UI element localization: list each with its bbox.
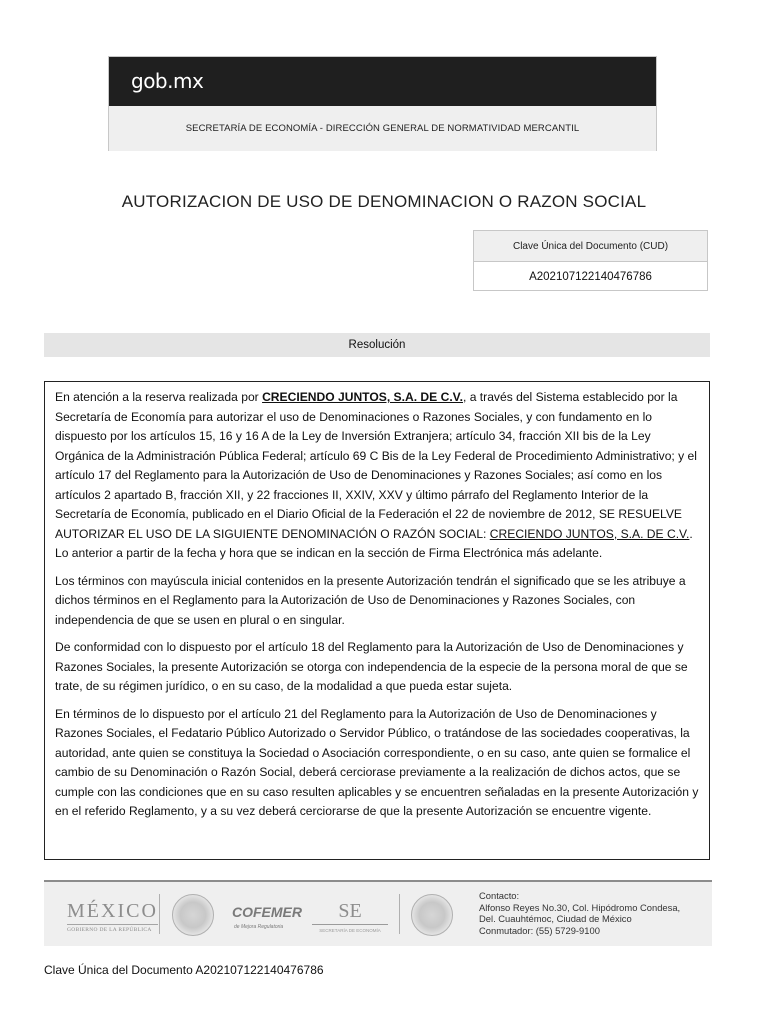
contact-city: Del. Cuauhtémoc, Ciudad de México [479,913,632,924]
se-subtitle: SECRETARÍA DE ECONOMÍA [319,928,381,933]
header [108,56,657,151]
coat-of-arms-icon [411,894,453,936]
contact-address: Alfonso Reyes No.30, Col. Hipódromo Condesa, [479,901,681,913]
p1-text-a: En atención a la reserva realizada por [55,390,263,404]
gobmx-logo: gob.mx [131,69,204,93]
header-bar [109,57,656,106]
contact-info [479,890,680,936]
cud-label: Clave Única del Documento (CUD) [474,231,707,262]
company-name: CRECIENDO JUNTOS, S.A. DE C.V. [262,390,463,404]
contact-title: Contacto: [479,890,520,901]
resolution-body [44,381,710,860]
p1-text-c: . Lo anterior a partir de la fecha y hora que se indican en la sección de Firma Electrónica más adelante. [55,526,693,560]
footer-divider [159,894,160,934]
paragraph-1 [55,388,699,564]
paragraph-4: En términos de lo dispuesto por el artículo 21 del Reglamento para la Autorización de Uso de Denominaciones y Razones Sociales, el Fedatario Público Autorizado o Servidor Público, o tratándose de las sociedades cooperativas, la autoridad, ante quien se constituya la Sociedad o Asociación correspondiente, o en su caso, ante quien se formalice el cambio de su Denominación o Razón Social, deberá cerciorase previamente a la realización de dichos actos, que se cumple con las condiciones que en su caso resulten aplicables y se encuentren señaladas en la presente Autorización y en el referido Reglamento, y a su vez deberá cerciorarse de que la presente Autorización se encuentre vigente. [55,706,699,818]
p1-text-b: , a través del Sistema establecido por la Secretaría de Economía para autorizar el uso de Denominaciones o Razones Sociales, y con fundamento en lo dispuesto por los artículos 15, 16 y 16 A de la Ley de Inversión Extranjera; artículo 34, fracción XII bis de la Ley Orgánica de la Administración Pública Federal; artículo 69 C Bis de la Ley Federal de Procedimiento Administrativo; y el artículo 17 del Reglamento para la Autorización de Uso de Denominaciones y Razones Sociales; así como en los artículos 2 apartado B, fracción XII, y 22 fracciones II, XXIV, XXV y último párrafo del Reglamento Interior de la Secretaría de Economía, publicado en el Diario Oficial de la Federación el 22 de noviembre de 2012, SE RESUELVE AUTORIZAR EL USO DE LA SIGUIENTE DENOMINACIÓN O RAZÓN SOCIAL: [55,390,697,541]
footer [44,880,712,946]
se-logo: SE [338,900,362,922]
coat-of-arms-icon [172,894,214,936]
cud-value: A202107122140476786 [529,271,652,283]
se-underline [312,924,388,925]
footer-divider [399,894,400,934]
cud-box [473,230,708,291]
cofemer-subtitle: de Mejora Regulatoria [234,924,284,930]
cofemer-logo: COFEMER [232,904,302,920]
document-title: AUTORIZACION DE USO DE DENOMINACION O RAZON SOCIAL [121,192,647,211]
contact-phone: Conmutador: (55) 5729-9100 [479,924,600,936]
mexico-logo [67,900,158,933]
mexico-wordmark: MÉXICO [67,900,158,925]
company-name-2: CRECIENDO JUNTOS, S.A. DE C.V. [489,526,690,541]
paragraph-2: Los términos con mayúscula inicial contenidos en la presente Autorización tendrán el significado que se les atribuye a dichos términos en el Reglamento para la Autorización de Uso de Denominaciones y Razones Sociales, con independencia de que se usen en plural o en singular. [55,573,686,627]
mexico-subtitle: GOBIERNO DE LA REPÚBLICA [67,927,152,933]
paragraph-3: De conformidad con lo dispuesto por el artículo 18 del Reglamento para la Autorización de Uso de Denominaciones y Razones Sociales, la presente Autorización se otorga con independencia de la especie de la persona moral de que se trate, de su régimen jurídico, o en su caso, de la modalidad a que pueda estar sujeta. [55,640,688,693]
section-heading: Resolución [44,333,710,357]
header-subtitle: SECRETARÍA DE ECONOMÍA - DIRECCIÓN GENERAL DE NORMATIVIDAD MERCANTIL [109,106,656,151]
footer-cud: Clave Única del Documento A202107122140476786 [44,963,324,977]
